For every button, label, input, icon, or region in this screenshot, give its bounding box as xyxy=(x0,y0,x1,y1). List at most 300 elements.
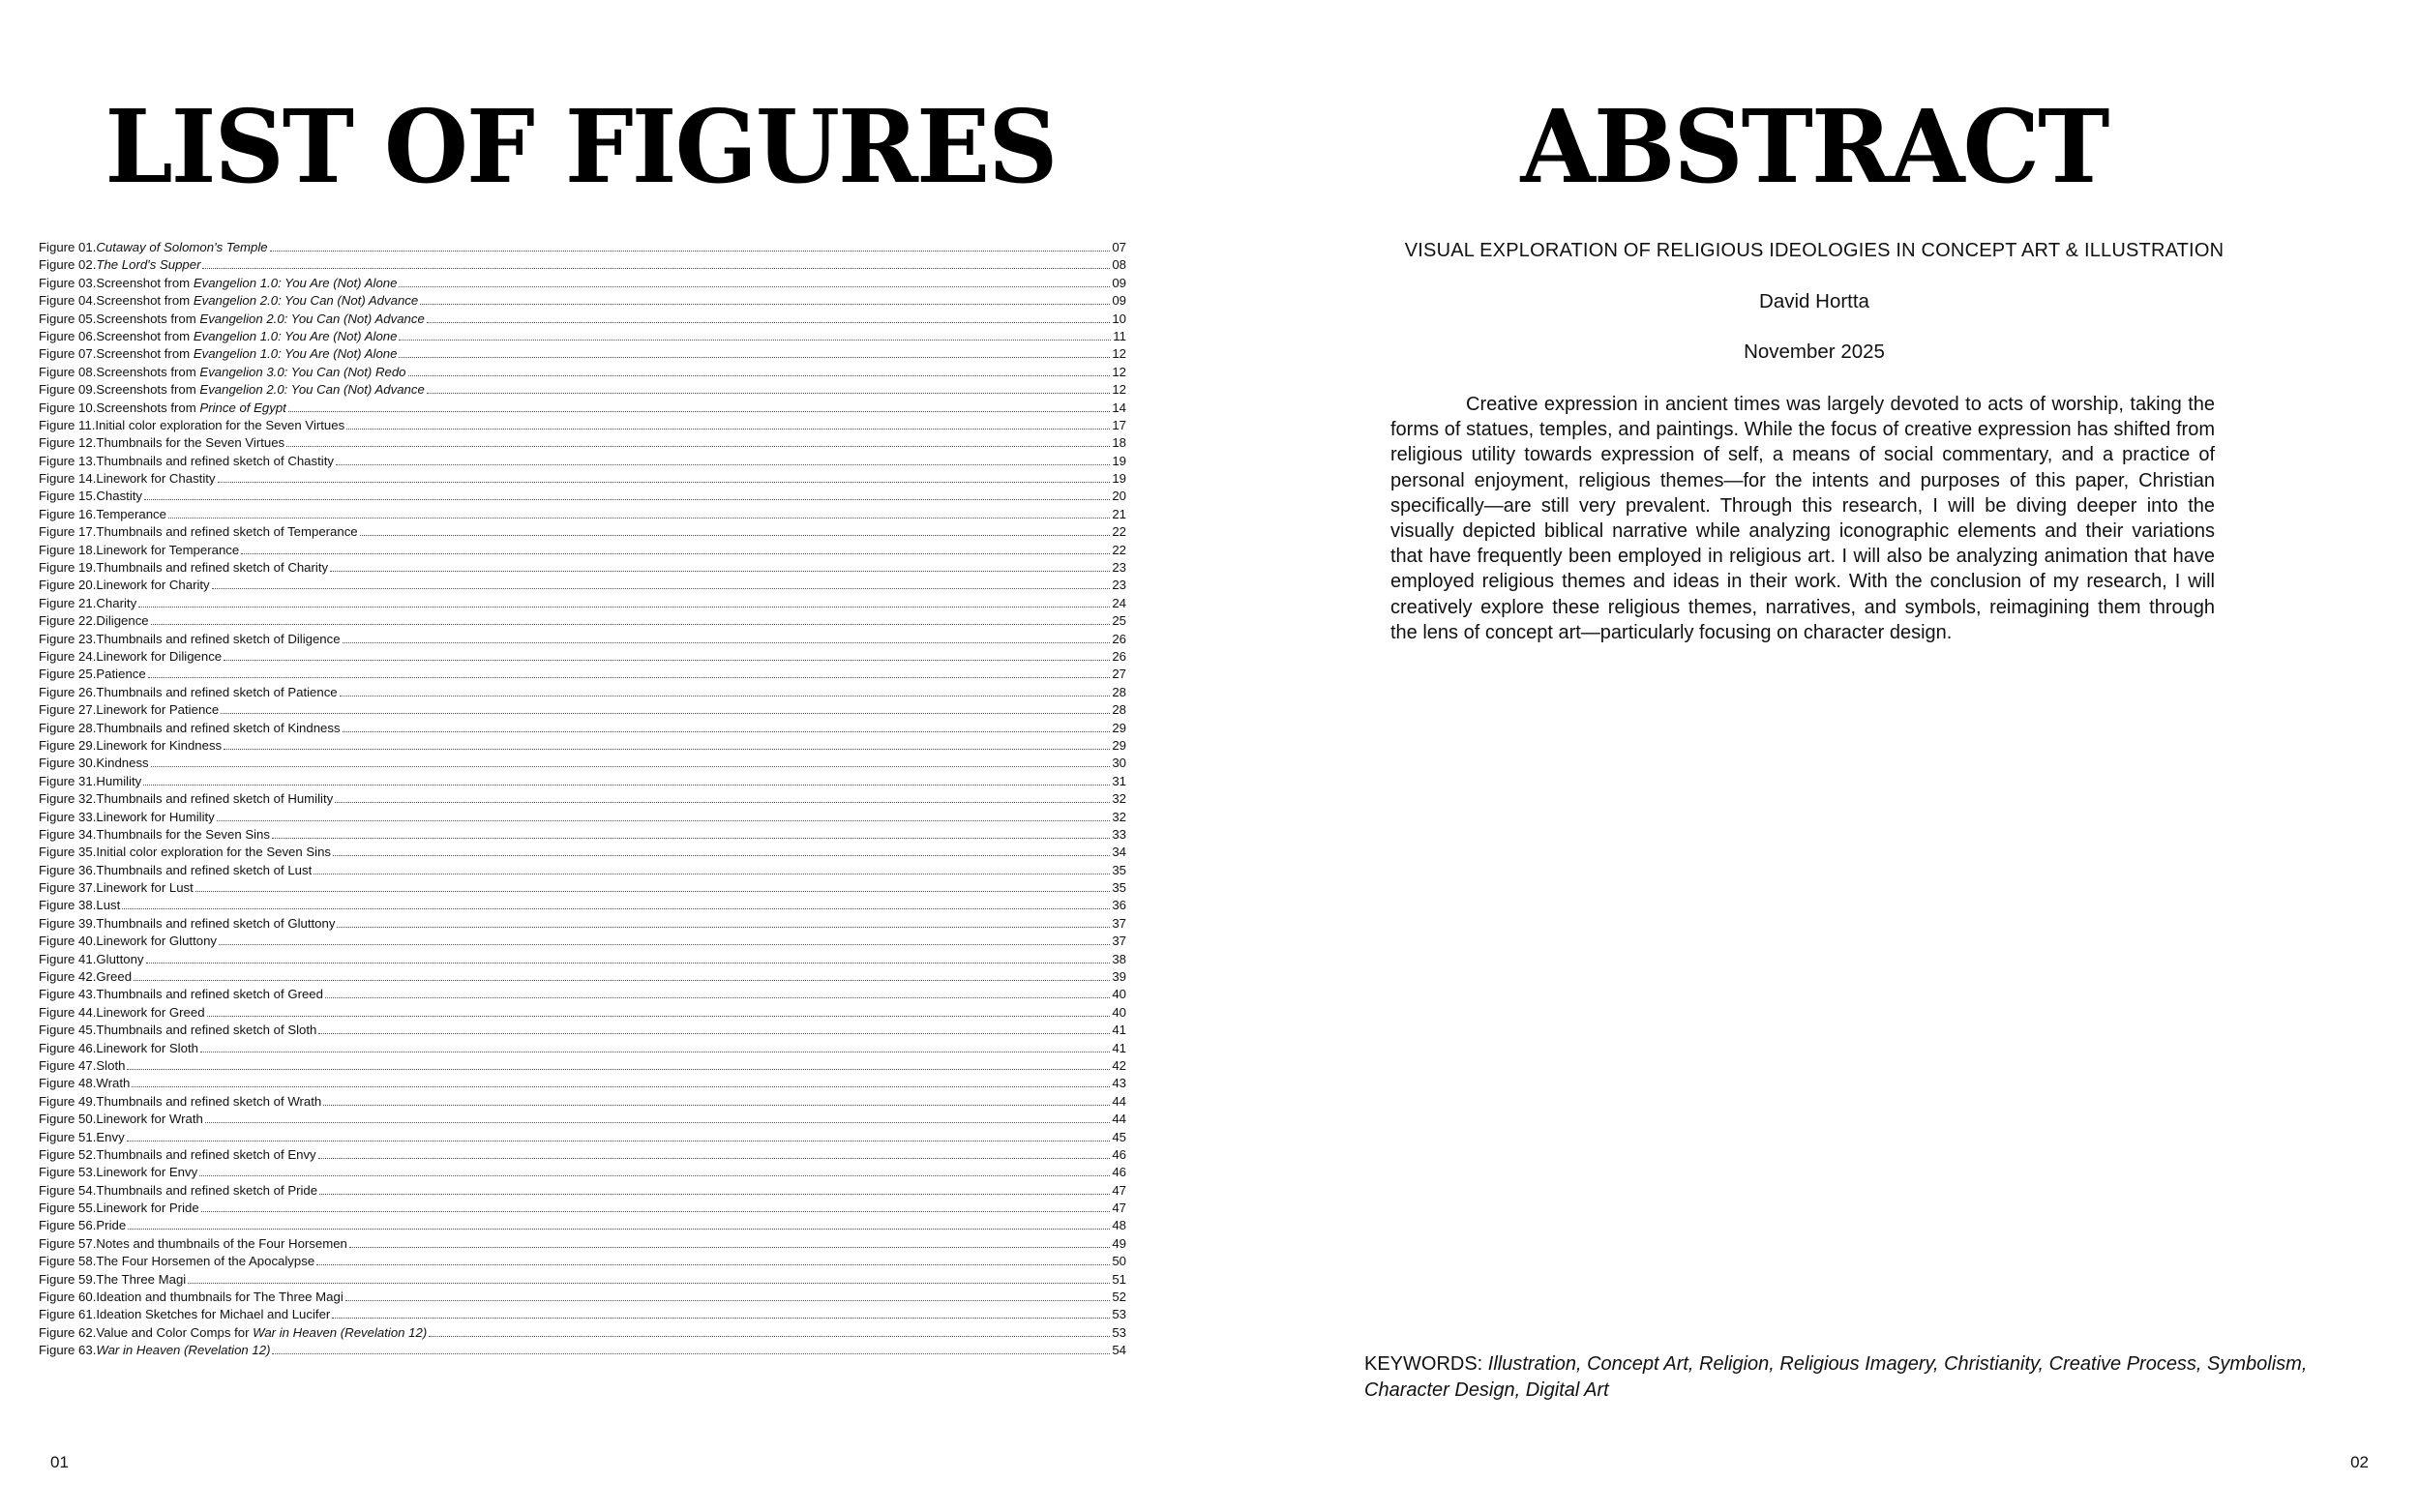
figure-title xyxy=(96,862,312,879)
figure-label: Figure 15. xyxy=(39,489,97,504)
dot-leader xyxy=(420,304,1110,305)
dot-leader xyxy=(318,1033,1110,1034)
dot-leader xyxy=(345,1300,1111,1301)
figure-title-text: Initial color exploration for the Seven Sins xyxy=(96,845,332,860)
figure-entry xyxy=(39,345,1126,363)
figure-entry xyxy=(39,577,1126,594)
dot-leader xyxy=(332,1318,1110,1319)
dot-leader xyxy=(343,642,1111,643)
figure-title xyxy=(96,897,120,914)
figure-page-number: 35 xyxy=(1112,862,1126,877)
figure-label: Figure 37. xyxy=(39,880,97,896)
figure-label: Figure 21. xyxy=(39,595,97,610)
figure-label: Figure 53. xyxy=(39,1165,97,1180)
figure-title-text: Value and Color Comps for xyxy=(96,1324,254,1340)
figure-title xyxy=(96,1022,316,1039)
figure-label: Figure 61. xyxy=(39,1307,97,1322)
figure-entry xyxy=(39,1040,1126,1057)
figure-title-text: Linework for Wrath xyxy=(96,1112,203,1127)
figure-title-text: Thumbnails and refined sketch of Chastity xyxy=(96,453,334,468)
dot-leader xyxy=(151,766,1111,767)
dot-leader xyxy=(241,553,1110,554)
figure-title xyxy=(96,844,331,861)
figure-title xyxy=(96,790,333,808)
figure-page-number: 27 xyxy=(1112,667,1126,682)
figure-entry xyxy=(39,311,1126,328)
figure-entry xyxy=(39,844,1126,861)
figure-title xyxy=(96,1217,126,1234)
figure-title xyxy=(96,933,217,950)
figure-label: Figure 30. xyxy=(39,756,97,771)
figure-title-text: Diligence xyxy=(96,613,149,629)
figure-title-text: Thumbnails and refined sketch of Temperance xyxy=(96,524,358,540)
figure-title-text: Linework for Lust xyxy=(96,880,194,896)
figure-label: Figure 46. xyxy=(39,1040,97,1055)
page-number-left: 01 xyxy=(50,1453,69,1471)
list-of-figures-title: LIST OF FIGURES xyxy=(105,87,1057,206)
figure-title xyxy=(96,470,215,488)
dot-leader xyxy=(288,411,1110,412)
figure-entry xyxy=(39,1004,1126,1022)
figure-title xyxy=(96,364,405,381)
figure-title-text: Linework for Temperance xyxy=(96,542,240,557)
figure-label: Figure 38. xyxy=(39,898,97,913)
figure-title-text: Lust xyxy=(96,898,121,913)
figure-entry xyxy=(39,648,1126,666)
figure-entry xyxy=(39,737,1126,755)
figure-entry xyxy=(39,1342,1126,1359)
right-page xyxy=(1210,0,2419,1512)
keywords-list: Illustration, Concept Art, Religion, Religious Imagery, Christianity, Creative Process, Symbolism, Character Design, Digital Art xyxy=(1364,1353,2308,1401)
abstract-date: November 2025 xyxy=(1744,341,1885,363)
figure-title-text: Ideation Sketches for Michael and Lucifer xyxy=(96,1307,331,1322)
figure-page-number: 22 xyxy=(1112,542,1126,557)
figure-title-text: Thumbnails for the Seven Sins xyxy=(96,826,270,842)
figure-title xyxy=(96,292,418,310)
figure-label: Figure 23. xyxy=(39,631,97,646)
figure-entry xyxy=(39,666,1126,683)
figure-title xyxy=(96,595,136,612)
figure-page-number: 51 xyxy=(1112,1271,1126,1287)
figure-entry xyxy=(39,826,1126,844)
figure-page-number: 12 xyxy=(1112,346,1126,362)
figure-entry xyxy=(39,523,1126,541)
figure-title-italic: Evangelion 2.0: You Can (Not) Advance xyxy=(193,293,419,309)
figure-title xyxy=(96,826,270,844)
figure-entry xyxy=(39,684,1126,701)
figure-page-number: 26 xyxy=(1112,631,1126,646)
figure-title-text: Thumbnails and refined sketch of Pride xyxy=(96,1182,318,1198)
figure-label: Figure 14. xyxy=(39,471,97,487)
figure-label: Figure 47. xyxy=(39,1057,97,1073)
figure-label: Figure 63. xyxy=(39,1343,97,1358)
figure-title-text: Linework for Gluttony xyxy=(96,934,217,949)
figure-title-text: Screenshots from xyxy=(96,382,200,398)
figure-entry xyxy=(39,790,1126,808)
figure-entry xyxy=(39,809,1126,826)
dot-leader xyxy=(427,393,1111,394)
figure-title xyxy=(96,1306,330,1323)
figure-label: Figure 41. xyxy=(39,951,97,966)
figure-label: Figure 24. xyxy=(39,648,97,664)
figure-page-number: 44 xyxy=(1112,1093,1126,1109)
figure-title-text: Chastity xyxy=(96,489,143,504)
figure-entry xyxy=(39,915,1126,933)
figure-title xyxy=(96,577,209,594)
dot-leader xyxy=(217,820,1111,821)
figure-title xyxy=(96,1200,198,1217)
dot-leader xyxy=(427,322,1111,323)
figure-entry xyxy=(39,701,1126,719)
figure-label: Figure 01. xyxy=(39,240,97,254)
figure-page-number: 35 xyxy=(1112,880,1126,896)
figure-page-number: 12 xyxy=(1112,382,1126,398)
figure-page-number: 34 xyxy=(1112,845,1126,860)
figure-label: Figure 49. xyxy=(39,1093,97,1109)
dot-leader xyxy=(399,286,1110,287)
figure-entry xyxy=(39,968,1126,986)
figure-entry xyxy=(39,755,1126,772)
figure-label: Figure 51. xyxy=(39,1129,97,1144)
figure-title xyxy=(96,1129,124,1146)
figure-page-number: 46 xyxy=(1112,1165,1126,1180)
figure-title xyxy=(96,1111,202,1128)
figure-label: Figure 36. xyxy=(39,862,97,877)
figure-label: Figure 48. xyxy=(39,1076,97,1091)
figure-title xyxy=(96,559,328,577)
figure-page-number: 23 xyxy=(1112,578,1126,593)
figure-title-text: Linework for Kindness xyxy=(96,737,223,753)
figure-label: Figure 26. xyxy=(39,684,97,699)
figure-title-text: Thumbnails and refined sketch of Lust xyxy=(96,862,313,877)
figure-title xyxy=(96,666,145,683)
figure-title-italic: Evangelion 2.0: You Can (Not) Advance xyxy=(199,311,425,326)
figure-label: Figure 52. xyxy=(39,1146,97,1162)
figure-title xyxy=(96,345,397,363)
figure-page-number: 11 xyxy=(1113,328,1126,343)
figure-page-number: 19 xyxy=(1112,453,1126,468)
figure-label: Figure 42. xyxy=(39,969,97,985)
dot-leader xyxy=(138,607,1110,608)
figure-title-text: Linework for Charity xyxy=(96,578,210,593)
figure-title-text: Linework for Humility xyxy=(96,809,215,824)
figure-label: Figure 40. xyxy=(39,934,97,949)
figure-label: Figure 43. xyxy=(39,987,97,1002)
dot-leader xyxy=(272,1353,1110,1354)
figure-title-text: Temperance xyxy=(96,506,166,521)
figure-page-number: 31 xyxy=(1112,773,1126,788)
figure-title-text: Linework for Chastity xyxy=(96,471,216,487)
dot-leader xyxy=(399,340,1111,341)
figure-page-number: 36 xyxy=(1112,898,1126,913)
figure-label: Figure 54. xyxy=(39,1182,97,1198)
dot-leader xyxy=(314,874,1110,875)
figure-title xyxy=(96,968,132,986)
figure-entry xyxy=(39,951,1126,968)
figure-title-text: Linework for Patience xyxy=(96,702,220,718)
dot-leader xyxy=(219,944,1110,945)
figure-entry xyxy=(39,453,1126,470)
figure-title-text: Kindness xyxy=(96,756,149,771)
figure-page-number: 38 xyxy=(1112,951,1126,966)
figure-title-text: Linework for Pride xyxy=(96,1201,199,1216)
figure-title-text: Thumbnails and refined sketch of Diligence xyxy=(96,631,341,646)
figure-page-number: 10 xyxy=(1112,311,1126,326)
figure-page-number: 20 xyxy=(1112,489,1126,504)
figure-label: Figure 16. xyxy=(39,506,97,521)
dot-leader xyxy=(346,429,1110,430)
dot-leader xyxy=(199,1175,1110,1176)
figure-page-number: 18 xyxy=(1112,435,1126,451)
figure-label: Figure 19. xyxy=(39,560,97,576)
figure-page-number: 47 xyxy=(1112,1201,1126,1216)
figure-label: Figure 45. xyxy=(39,1023,97,1038)
figure-title-text: Screenshot from xyxy=(96,328,194,343)
figure-title-text: Sloth xyxy=(96,1057,126,1073)
dot-leader xyxy=(168,518,1110,519)
figure-title-text: Thumbnails and refined sketch of Sloth xyxy=(96,1023,317,1038)
abstract-subtitle: VISUAL EXPLORATION OF RELIGIOUS IDEOLOGIES IN CONCEPT ART & ILLUSTRATION xyxy=(1404,240,2225,261)
figure-page-number: 29 xyxy=(1112,737,1126,753)
figure-title xyxy=(96,434,284,452)
figure-page-number: 08 xyxy=(1112,257,1126,273)
figure-label: Figure 39. xyxy=(39,915,97,931)
figure-title xyxy=(95,417,344,434)
figure-page-number: 07 xyxy=(1112,240,1126,254)
figure-title xyxy=(96,506,166,523)
figure-title xyxy=(96,809,214,826)
figure-page-number: 24 xyxy=(1112,595,1126,610)
figure-entry xyxy=(39,400,1126,417)
figure-entry xyxy=(39,1271,1126,1289)
figure-title-italic: Evangelion 1.0: You Are (Not) Alone xyxy=(193,346,398,362)
figure-title xyxy=(96,1253,314,1270)
figure-title-text: Thumbnails and refined sketch of Humility xyxy=(96,791,334,807)
dot-leader xyxy=(429,1336,1110,1337)
figure-label: Figure 35. xyxy=(39,845,97,860)
figure-title xyxy=(96,720,340,737)
figure-label: Figure 09. xyxy=(39,382,97,398)
dot-leader xyxy=(201,1211,1111,1212)
figure-entry xyxy=(39,256,1126,274)
dot-leader xyxy=(212,588,1111,589)
figure-page-number: 54 xyxy=(1112,1343,1126,1358)
figure-page-number: 19 xyxy=(1112,471,1126,487)
figure-title-italic: The Lord's Supper xyxy=(96,257,201,273)
figure-page-number: 40 xyxy=(1112,1004,1126,1020)
figure-title xyxy=(96,612,148,630)
figure-label: Figure 11. xyxy=(39,417,96,432)
dot-leader xyxy=(399,357,1110,358)
figure-label: Figure 04. xyxy=(39,293,97,309)
figure-entry xyxy=(39,933,1126,950)
figure-title xyxy=(96,1324,427,1342)
figure-page-number: 21 xyxy=(1112,506,1126,521)
dot-leader xyxy=(333,855,1110,856)
figure-page-number: 41 xyxy=(1112,1023,1126,1038)
figure-entry xyxy=(39,1075,1126,1092)
figure-title xyxy=(96,328,397,345)
figure-entry xyxy=(39,1182,1126,1200)
figure-title xyxy=(96,701,219,719)
dot-leader xyxy=(221,713,1110,714)
figure-entry xyxy=(39,1200,1126,1217)
figure-title xyxy=(96,488,142,505)
figure-title xyxy=(96,1040,198,1057)
dot-leader xyxy=(335,802,1110,803)
figure-title xyxy=(96,381,424,399)
figure-title-text: Thumbnails for the Seven Virtues xyxy=(96,435,285,451)
figure-label: Figure 20. xyxy=(39,578,97,593)
figure-entry xyxy=(39,1093,1126,1111)
figure-page-number: 44 xyxy=(1112,1112,1126,1127)
dot-leader xyxy=(408,375,1111,376)
figure-label: Figure 12. xyxy=(39,435,97,451)
figure-title-text: Patience xyxy=(96,667,146,682)
dot-leader xyxy=(205,1122,1111,1123)
figure-page-number: 12 xyxy=(1112,364,1126,379)
figure-title-text: Wrath xyxy=(96,1076,131,1091)
figure-entry xyxy=(39,862,1126,879)
figure-title xyxy=(96,951,143,968)
figure-title-text: Screenshot from xyxy=(96,346,194,362)
figure-entry xyxy=(39,1235,1126,1253)
dot-leader xyxy=(127,1069,1110,1070)
figure-entry xyxy=(39,897,1126,914)
figure-page-number: 53 xyxy=(1112,1307,1126,1322)
figure-label: Figure 58. xyxy=(39,1254,97,1269)
figure-entry xyxy=(39,559,1126,577)
figure-label: Figure 22. xyxy=(39,613,97,629)
figure-page-number: 09 xyxy=(1112,293,1126,309)
figure-title xyxy=(96,1235,347,1253)
figure-page-number: 46 xyxy=(1112,1146,1126,1162)
dot-leader xyxy=(207,1016,1111,1017)
figure-title xyxy=(96,400,285,417)
dot-leader xyxy=(360,535,1111,536)
figure-label: Figure 08. xyxy=(39,364,97,379)
figure-entry xyxy=(39,1146,1126,1164)
figure-page-number: 42 xyxy=(1112,1057,1126,1073)
dot-leader xyxy=(218,482,1111,483)
dot-leader xyxy=(323,1105,1110,1106)
figure-label: Figure 59. xyxy=(39,1271,97,1287)
figure-title xyxy=(96,915,335,933)
figure-entry xyxy=(39,364,1126,381)
figure-label: Figure 27. xyxy=(39,702,97,718)
figure-page-number: 48 xyxy=(1112,1218,1126,1233)
figure-page-number: 53 xyxy=(1112,1324,1126,1340)
figure-page-number: 23 xyxy=(1112,560,1126,576)
dot-leader xyxy=(224,749,1110,750)
figure-title-text: The Three Magi xyxy=(96,1271,187,1287)
figure-page-number: 09 xyxy=(1112,275,1126,290)
dot-leader xyxy=(224,660,1110,661)
figure-entry xyxy=(39,488,1126,505)
figure-title xyxy=(96,1182,317,1200)
figure-title xyxy=(96,1289,343,1306)
figure-title xyxy=(96,1342,270,1359)
figure-title-text: Envy xyxy=(96,1129,125,1144)
figure-entry xyxy=(39,1164,1126,1181)
dot-leader xyxy=(337,927,1110,928)
figure-title xyxy=(96,986,323,1003)
figure-title xyxy=(96,239,267,256)
figure-entry xyxy=(39,1022,1126,1039)
figure-label: Figure 56. xyxy=(39,1218,97,1233)
figure-page-number: 45 xyxy=(1112,1129,1126,1144)
figure-title-text: Ideation and thumbnails for The Three Magi xyxy=(96,1290,343,1305)
figure-title-italic: Prince of Egypt xyxy=(199,400,286,415)
dot-leader xyxy=(319,1194,1110,1195)
keywords-label: KEYWORDS: xyxy=(1364,1353,1488,1375)
figure-title xyxy=(96,684,337,701)
figure-label: Figure 57. xyxy=(39,1235,97,1251)
figure-label: Figure 10. xyxy=(39,400,97,415)
figure-page-number: 28 xyxy=(1112,684,1126,699)
figure-title xyxy=(96,256,200,274)
figure-title xyxy=(96,879,193,897)
figure-label: Figure 29. xyxy=(39,737,97,753)
figure-entry xyxy=(39,417,1126,434)
figure-entry xyxy=(39,986,1126,1003)
figure-page-number: 52 xyxy=(1112,1290,1126,1305)
dot-leader xyxy=(148,677,1111,678)
dot-leader xyxy=(316,1264,1110,1265)
figure-page-number: 37 xyxy=(1112,934,1126,949)
figure-label: Figure 55. xyxy=(39,1201,97,1216)
figure-title-text: Thumbnails and refined sketch of Charity xyxy=(96,560,329,576)
page-number-right: 02 xyxy=(2350,1453,2369,1471)
figure-label: Figure 31. xyxy=(39,773,97,788)
figure-label: Figure 60. xyxy=(39,1290,97,1305)
figure-title xyxy=(96,648,222,666)
figure-title-italic: Evangelion 1.0: You Are (Not) Alone xyxy=(193,275,398,290)
figure-title-text: Notes and thumbnails of the Four Horsemen xyxy=(96,1235,347,1251)
figure-title-text: Screenshots from xyxy=(96,311,200,326)
figure-title xyxy=(96,1146,315,1164)
dot-leader xyxy=(336,464,1110,465)
figure-entry xyxy=(39,506,1126,523)
figure-page-number: 17 xyxy=(1112,417,1126,432)
dot-leader xyxy=(188,1283,1110,1284)
figure-entry xyxy=(39,1057,1126,1075)
figure-title-text: Thumbnails and refined sketch of Greed xyxy=(96,987,323,1002)
figure-title-text: Thumbnails and refined sketch of Wrath xyxy=(96,1093,322,1109)
figure-entry xyxy=(39,292,1126,310)
figure-title-text: Charity xyxy=(96,595,137,610)
figure-entry xyxy=(39,1324,1126,1342)
figure-entry xyxy=(39,612,1126,630)
figure-title-italic: Evangelion 2.0: You Can (Not) Advance xyxy=(199,382,425,398)
figure-label: Figure 13. xyxy=(39,453,97,468)
figure-title-text: Linework for Greed xyxy=(96,1004,205,1020)
figure-title xyxy=(96,542,239,559)
figure-entry xyxy=(39,1111,1126,1128)
figure-label: Figure 17. xyxy=(39,524,97,540)
figure-title-text: Gluttony xyxy=(96,951,144,966)
figure-entry xyxy=(39,434,1126,452)
figure-page-number: 37 xyxy=(1112,915,1126,931)
figure-title-text: Thumbnails and refined sketch of Envy xyxy=(96,1146,316,1162)
dot-leader xyxy=(286,446,1110,447)
dot-leader xyxy=(272,838,1110,839)
figure-entry xyxy=(39,275,1126,292)
figure-label: Figure 25. xyxy=(39,667,97,682)
figure-entry xyxy=(39,773,1126,790)
figure-page-number: 25 xyxy=(1112,613,1126,629)
figure-page-number: 30 xyxy=(1112,756,1126,771)
